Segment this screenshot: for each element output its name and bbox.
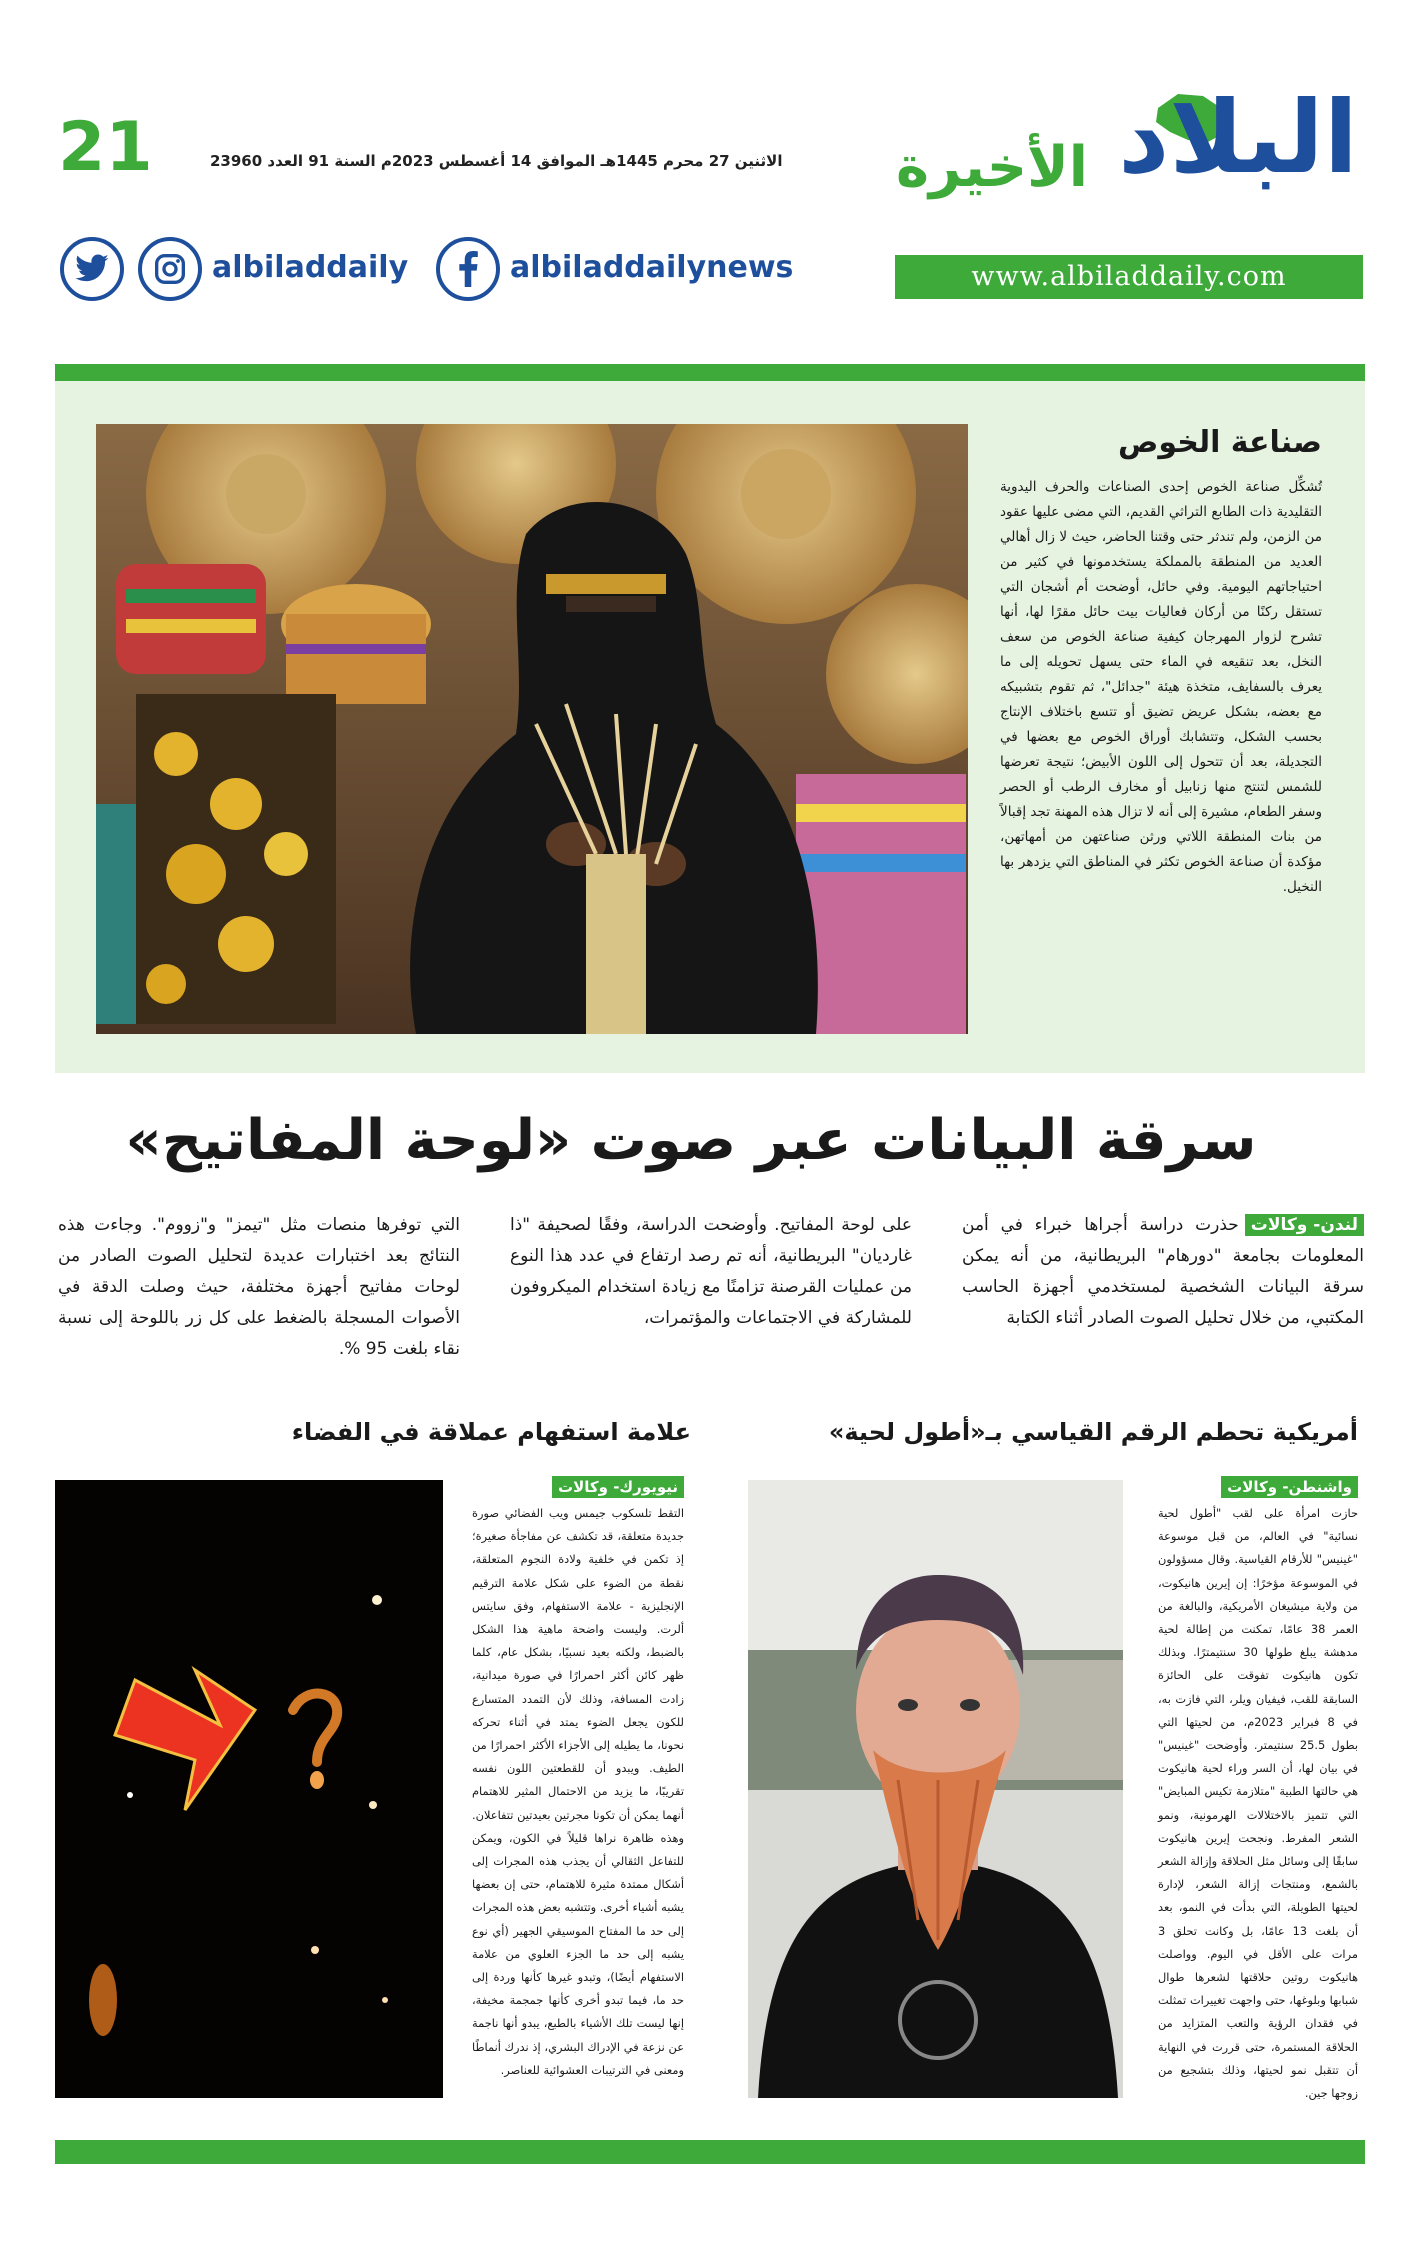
beard-story-body: حازت امرأة على لقب "أطول لحية نسائية" في العالم، من قبل موسوعة "غينيس" للأرقام القياسية. وقال مسؤولون في الموسوعة مؤخرًا: إن إيرين هانيكوت، من ولاية ميشيغان الأمريكية، والبالغة من العمر 38 عامًا، تمكنت من إطالة لحية مدهشة يبلغ طولها 30 سنتيمترًا. وبذلك تكون هانيكوت تفوقت على الحائزة السابقة للقب، فيفيان ويلر، التي فازت به، في 8 فبراير 2023م، من لحيتها التي بطول 25.5 سنتيمتر. وأوضحت "غينيس" في بيان لها، أن السر وراء لحية هانيكوت هي حالتها الطبية "متلازمة تكيس المبايض" التي تتميز بالاختلالات الهرمونية، ونمو الشعر المفرط. ونجحت إيرين هانيكوت سابقًا إلى وسائل مثل الحلاقة وإزالة الشعر بالشمع، ومنتجات إزالة الشعر، لإدارة لحيتها الطويلة، التي بدأت في النمو، بعد أن بلغت 13 عامًا، بل وكانت تحلق 3 مرات على الأقل في اليوم. وواصلت هانيكوت روتين حلاقتها لشعرها طوال شبابها وبلوغها، حتى واجهت تغييرات تمثلت في فقدان الرؤية والتعب المتزايد من الحلاقة المستمرة، حتى قررت في النهاية أن تتقبل نمو لحيتها، وذلك بتشجيع من زوجها جين.: [1158, 1506, 1359, 2101]
facebook-icon[interactable]: [436, 237, 500, 301]
question-mark-galaxy-photo: [55, 1480, 443, 2098]
beard-story: [1158, 1476, 1358, 2105]
main-story-col1-text: حذرت دراسة أجراها خبراء في أمن المعلومات بجامعة "دورهام" البريطانية، من أنه يمكن سرقة البيانات الشخصية لمستخدمي أجهزة الحاسب المكتبي، من خلال تحليل الصوت الصادر أثناء الكتابة: [962, 1215, 1364, 1328]
twitter-icon[interactable]: [60, 237, 124, 301]
space-story-body: التقط تلسكوب جيمس ويب الفضائي صورة جديدة متعلقة، قد تكشف عن مفاجأة صغيرة؛ إذ تكمن في خلفية ولادة النجوم المتعلقة، نقطة من الضوء على شكل علامة الترقيم الإنجليزية - علامة الاستفهام، وفق سايتس ألرت. وليست واضحة ماهية هذا الشكل بالضبط، ولكنه بعيد نسبيًا، بشكل عام، كلما ظهر كائن أكثر احمرارًا في صورة ميدانية، زادت المسافة، وذلك لأن التمدد المتسارع للكون يجعل الضوء يمتد في أثناء تحركه نحونا، ما يطيله إلى الأجزاء الأكثر احمرارًا من الطيف. ويبدو أن للقطعتين اللون نفسه تقريبًا، ما يزيد من الاحتمال المثير للاهتمام أنهما يمكن أن تكونا مجرتين بعيدتين تتفاعلان. وهذه ظاهرة نراها قليلاً في الكون، ويمكن للتفاعل الثقالي أن يجذب هذه المجرات إلى أشكال ممتدة مثيرة للاهتمام، حتى إن بعضها يشبه أشياء أخرى. وتتشبه بعض هذه المجرات إلى حد ما المفتاح الموسيقي الجهير (أي نوع يشبه إلى حد ما الجزء العلوي من علامة الاستفهام أيضًا)، وتبدو غيرها كأنها وردة إلى حد ما، فيما تبدو أخرى كأنها جمجمة مخيفة، إنها ليست تلك الأشياء بالطبع، يبدو أنها ناجمة عن نزعة في الإدراك البشري، إذ ندرك أنماطًا ومعنى في الترتيبات العشوائية للعناصر.: [472, 1506, 684, 2077]
section-divider: [55, 364, 1365, 381]
space-story-source: نيويورك- وكالات: [552, 1476, 684, 1498]
page-number: 21: [58, 108, 153, 187]
logo-main-text: البلاد: [1118, 79, 1358, 196]
social-handle-instagram[interactable]: albiladdaily: [212, 250, 409, 285]
main-story-col3: التي توفرها منصات مثل "تيمز" و"زووم". وجاءت هذه النتائج بعد اختبارات عديدة لتحليل الصوت الصادر من لوحات مفاتيح أجهزة مختلفة، حيث وصلت الدقة في الأصوات المسجلة بالضغط على كل زر باللوحة إلى نسبة نقاء بلغت 95 %.: [58, 1215, 460, 1359]
space-story: [472, 1476, 684, 2082]
bearded-woman-photo: [748, 1480, 1123, 2098]
logo-sub-text: الأخيرة: [895, 135, 1088, 200]
main-story-col2: على لوحة المفاتيح. وأوضحت الدراسة، وفقًا لصحيفة "ذا غارديان" البريطانية، أنه تم رصد ارتفاع في عدد هذا النوع من عمليات القرصنة تزامنًا مع زيادة استخدام الميكروفون للمشاركة في الاجتماعات والمؤتمرات،: [510, 1215, 912, 1328]
instagram-icon[interactable]: [138, 237, 202, 301]
feature-title: صناعة الخوص: [1118, 425, 1322, 460]
newspaper-logo: [895, 79, 1358, 218]
website-url[interactable]: www.albiladdaily.com: [895, 255, 1363, 299]
feature-body: تُشكِّل صناعة الخوص إحدى الصناعات والحرف اليدوية التقليدية ذات الطابع التراثي القديم، التي مضى عليها عقود من الزمن، ولم تندثر حتى وقتنا الحاضر، حيث لا زال أهالي العديد من المنطقة بالمملكة يستخدمونها في كثير من احتياجاتهم اليومية. وفي حائل، أوضحت أم أشجان التي تستقل ركنًا من أركان فعاليات بيت حائل مقرًا لها، أنها تشرح لزوار المهرجان كيفية صناعة الخوص من سعف النخل، بعد تنقيعه في الماء حتى يسهل تحويله إلى ما يعرف بالسفايف، متخذة هيئة "جدائل"، ثم تقوم بتشبيكه مع بعضه، بشكل عريض تضيق أو تتسع باختلاف الإنتاج بحسب الشكل، وتتشابك أوراق الخوص مع بعضها في التجديلة، بعد أن تتحول إلى اللون الأبيض؛ نتيجة تعرضها للشمس لتنتج منها زنابيل أو مخارف الرطب أو الحصر وسفر الطعام، مشيرة إلى أنه لا تزال هذه المهنة تجد إقبالاً من بنات المنطقة اللاتي ورثن صناعتهن من أمهاتهن، مؤكدة أن صناعة الخوص تكثر في المناطق التي يزدهر بها النخيل.: [1000, 479, 1322, 895]
artisan-photo: [96, 424, 968, 1034]
beard-headline: أمريكية تحطم الرقم القياسي بـ«أطول لحية»: [828, 1418, 1358, 1446]
main-headline: سرقة البيانات عبر صوت «لوحة المفاتيح»: [125, 1108, 1257, 1173]
main-story-columns: [58, 1210, 1364, 1365]
beard-story-source: واشنطن- وكالات: [1221, 1476, 1358, 1498]
main-story-col1: [962, 1210, 1364, 1334]
footer-bar: [55, 2140, 1365, 2164]
main-story-source: لندن- وكالات: [1245, 1214, 1364, 1236]
dateline: الاثنين 27 محرم 1445هـ الموافق 14 أغسطس 2023م السنة 91 العدد 23960: [210, 152, 783, 170]
space-headline: علامة استفهام عملاقة في الفضاء: [291, 1418, 691, 1446]
social-handle-facebook[interactable]: albiladdailynews: [510, 250, 794, 285]
